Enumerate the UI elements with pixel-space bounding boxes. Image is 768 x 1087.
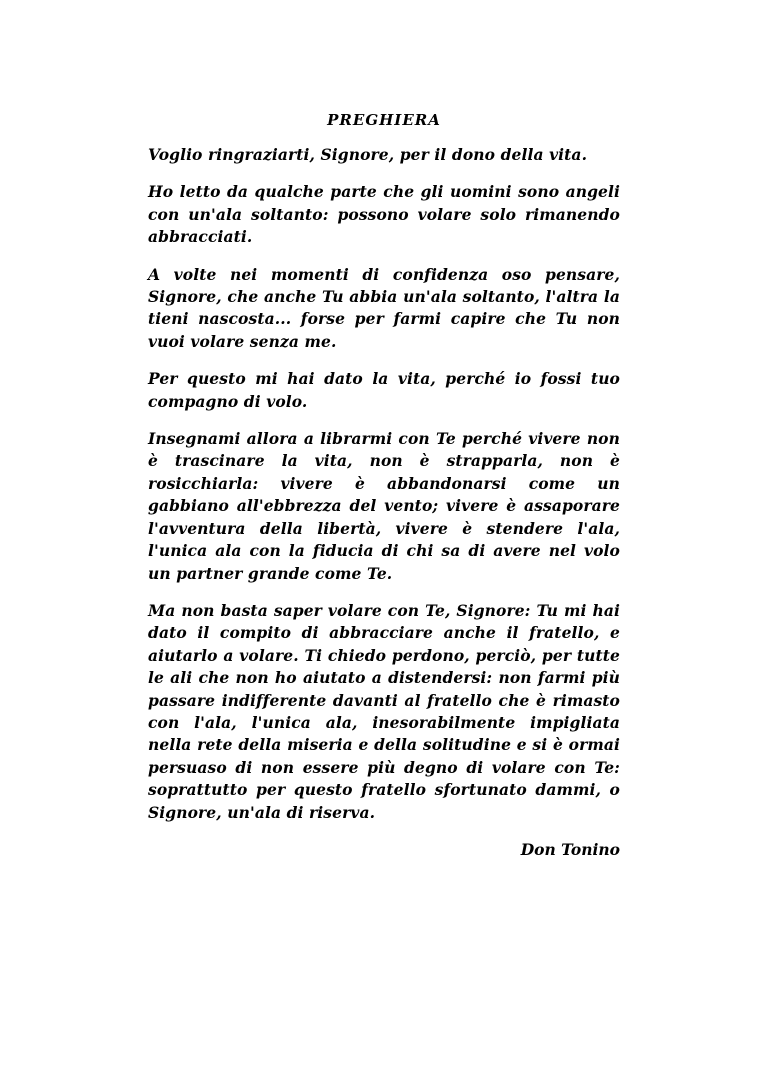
signature: Don Tonino [520,839,620,859]
document-page [148,110,620,861]
paragraph-5: Insegnami allora a librarmi con Te perché vivere non è trascinare la vita, non è strapparla, non è rosicchiarla: vivere è abbandonarsi come un gabbiano all'ebbrezza del vento; vivere è assaporare l'avventura della libertà, vivere è stendere l'ala, l'unica ala con la fiducia di chi sa di avere nel volo un partner grande come Te. [148,429,620,583]
paragraph-1: Voglio ringraziarti, Signore, per il dono della vita. [148,145,588,164]
paragraph-2: Ho letto da qualche parte che gli uomini sono angeli con un'ala soltanto: possono volare solo rimanendo abbracciati. [148,182,620,247]
document-title: PREGHIERA [327,111,441,129]
paragraph-4: Per questo mi hai dato la vita, perché io fossi tuo compagno di volo. [148,369,620,411]
paragraph-3: A volte nei momenti di confidenza oso pensare, Signore, che anche Tu abbia un'ala soltanto, l'altra la tieni nascosta... forse per farmi capire che Tu non vuoi volare senza me. [148,264,620,351]
paragraph-6: Ma non basta saper volare con Te, Signore: Tu mi hai dato il compito di abbracciare anche il fratello, e aiutarlo a volare. Ti chiedo perdono, perciò, per tutte le ali che non ho aiutato a distendersi: non farmi più passare indifferente davanti al fratello che è rimasto con l'ala, l'unica ala, inesorabilmente impigliata nella rete della miseria e della solitudine e si è ormai persuaso di non essere più degno di volare con Te: soprattutto per questo fratello sfortunato dammi, o Signore, un'ala di riserva. [148,600,620,822]
